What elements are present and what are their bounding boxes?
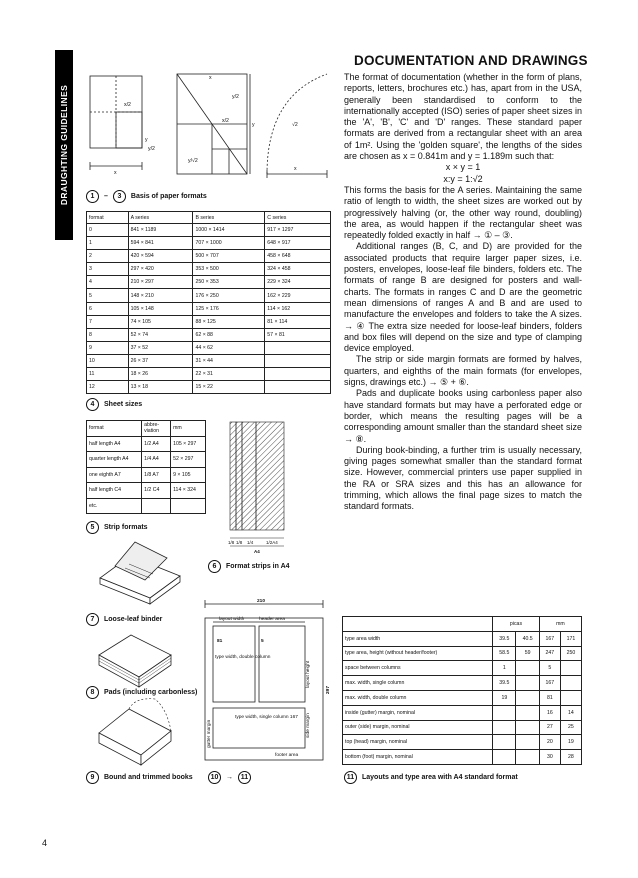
table-cell: 297 × 420 [128,263,193,276]
caption-text: Strip formats [104,524,148,531]
table-row [87,224,331,237]
table-cell: 5 [539,661,560,676]
table-cell: max. width, single column [343,676,493,691]
figure-number: 4 [86,398,99,411]
table-cell [142,498,171,514]
table-cell: 20 [539,735,560,750]
figure-number: 6 [208,560,221,573]
table-row [343,750,582,765]
table-row [87,315,331,328]
table-cell: half length A4 [87,436,142,452]
table-cell: 9 [87,341,129,354]
table-row [343,690,582,705]
table-cell: 26 × 37 [128,354,193,367]
table-row [87,302,331,315]
table-cell [265,354,331,367]
table-cell: max. width, double column [343,690,493,705]
table-cell: 250 [560,646,581,661]
figure-number: 1 [86,190,99,203]
table-cell [560,690,581,705]
sheet-sizes-table: format A series B series C series 0 841 × 1189 1000 × 1414 917 × 1297 1 594 × 841 707 × 1000 648 × 917 2 420 × 594 500 × 707 458 × 648 3 297 × 420 353 × 500 324 × 458 4 210 × 297 250 × 353 229 × 324 5 148 × 210 176 × 250 162 × 229 6 105 × 148 125 × 176 114 × 162 7 74 × 105 88 × 125 81 × 114 8 52 × 74 62 × 88 57 × 81 9 37 × 52 44 × 62 10 26 × 37 31 × 44 11 18 × 26 22 × 31 12 13 × 18 15 × 22 [86,211,331,394]
table-row [87,237,331,250]
table-cell: 1000 × 1414 [193,224,265,237]
table-row [87,467,206,483]
paragraph-5: Pads and duplicate books using carbonless paper also have standard formats but may have a perforated edge or border, which means the resulting pages will be a corresponding amount smaller than the standard sheet size → ⑧. [344,388,582,444]
table-cell: 1/8 A7 [142,467,171,483]
equation-2: x:y = 1:√2 [443,173,483,184]
caption-text: Format strips in A4 [226,563,290,570]
strip-formats-table: format abbre-viation mm half length A4 1/2 A4 105 × 297 quarter length A4 1/4 A4 52 × 297 one eighth A7 1/8 A7 9 × 105 half length C4 1/2 C4 114 × 324 etc. [86,420,206,514]
table-cell: 44 × 62 [193,341,265,354]
table-cell: outer (side) margin, nominal [343,720,493,735]
table-cell: 81 [539,690,560,705]
table-row [87,498,206,514]
table-cell: 148 × 210 [128,289,193,302]
svg-text:type width, double column: type width, double column [215,655,271,660]
svg-text:81: 81 [217,639,223,644]
caption-9 [86,771,193,784]
table-cell: 28 [560,750,581,765]
table-cell: 171 [560,631,581,646]
table-cell: 15 × 22 [193,381,265,394]
table-row [87,354,331,367]
caption-6 [208,560,290,573]
caption-text: Bound and trimmed books [104,774,193,781]
caption-text: Basis of paper formats [130,193,207,200]
table-cell: 324 × 458 [265,263,331,276]
table-cell: quarter length A4 [87,452,142,468]
table-row [87,483,206,499]
paragraph-2: This forms the basis for the A series. Maintaining the same ratio of length to width, the sheet sizes are worked out by progressively halving (or, the other way round, doubling) the area, as would happen if the rectangular sheet was repeatedly folded exactly in half → ① – ③. [344,184,582,241]
format-strips-diagram [228,420,288,560]
table-cell: 10 [87,354,129,367]
table-cell: top (head) margin, nominal [343,735,493,750]
table-cell: 52 × 297 [171,452,206,468]
table-cell: 18 × 26 [128,368,193,381]
table-cell [265,381,331,394]
table-cell: 62 × 88 [193,328,265,341]
svg-text:side margin: side margin [306,713,311,738]
caption-text: Sheet sizes [104,401,143,408]
table-cell: 353 × 500 [193,263,265,276]
table-cell: 37 × 52 [128,341,193,354]
figure-number: 11 [344,771,357,784]
figure-number: 11 [238,771,251,784]
table-cell: inside (gutter) margin, nominal [343,705,493,720]
svg-text:297: 297 [326,685,331,694]
table-cell: 114 × 324 [171,483,206,499]
table-cell: 420 × 594 [128,250,193,263]
figure-number: 3 [113,190,126,203]
figure-number: 10 [208,771,221,784]
page-number: 4 [42,838,48,848]
caption-10: 10 → 11 [208,771,251,784]
paragraph-4: The strip or side margin formats are formed by halves, quarters, and eighths of the main formats (for envelopes, signs, drawings etc.) → ⑤ + ⑥. [344,354,582,388]
table-row [343,720,582,735]
table-cell: 0 [87,224,129,237]
table-cell: 59 [516,646,539,661]
table-cell [516,750,539,765]
table-cell [493,705,516,720]
svg-text:1/4: 1/4 [247,540,254,545]
layouts-table: picas mm type area width 39.5 40.5 167 171 type area, height (without header/footer) 58.5 59 247 250 space between columns 1 5 max. width, single column 39.5 167 max. width, double column 19 81 inside (gutter) margin, nominal 16 14 outer (side) margin, nominal 27 25 top (head) margin, nominal 20 19 bottom (foot) margin, nominal 30 28 [342,616,582,765]
table-cell [265,368,331,381]
table-cell: one eighth A7 [87,467,142,483]
body-text [344,72,582,513]
table-cell [171,498,206,514]
paragraph-1: The format of documentation (whether in the form of plans, reports, letters, brochures etc.) has, apart from in the USA, generally been standardised to conform to the internationally accepted (ISO) series of paper sheet sizes in the 'A', 'B', 'C' and 'D' ranges. These standard paper formats are derived from a rectangular sheet with an area of 1m². Using the 'golden square', the lengths of the sides are chosen as x = 0.841m and y = 1.189m such that: [344,72,582,162]
table-row [87,368,331,381]
table-row [87,289,331,302]
dim-label: y/√2 [188,158,198,164]
table-cell [493,750,516,765]
table-cell: 52 × 74 [128,328,193,341]
table-cell: 19 [560,735,581,750]
table-cell: half length C4 [87,483,142,499]
table-cell: type area, height (without header/footer) [343,646,493,661]
table-cell [516,720,539,735]
figure-number: 8 [86,686,99,699]
table-cell: 11 [87,368,129,381]
paragraph-6: During book-binding, a further trim is usually necessary, giving pages somewhat smaller than the standard format size. However, commercial printers use paper supplied in the RA or SRA sizes and this has an allowance for trimming, which allows the final page sizes to match the standard formats. [344,444,582,512]
table-cell [516,690,539,705]
table-row [343,646,582,661]
table-row [87,436,206,452]
svg-text:layout width: layout width [219,617,245,622]
table-cell: 114 × 162 [265,302,331,315]
dim-label: y/2 [232,94,239,100]
svg-text:210: 210 [257,599,266,604]
table-row [87,452,206,468]
table-cell: 14 [560,705,581,720]
table-row [343,661,582,676]
table-cell: 458 × 648 [265,250,331,263]
caption-text: Layouts and type area with A4 standard format [362,774,518,781]
table-row [343,676,582,691]
table-cell [265,341,331,354]
table-cell: bottom (foot) margin, nominal [343,750,493,765]
table-cell: 167 [539,676,560,691]
table-cell: 9 × 105 [171,467,206,483]
table-cell: space between columns [343,661,493,676]
caption-11 [344,771,518,784]
figure-number: 7 [86,613,99,626]
svg-text:1/8: 1/8 [236,540,243,545]
table-cell: 39.5 [493,631,516,646]
caption-1-3: 1 – 3 Basis of paper formats [86,190,207,203]
table-cell: 229 × 324 [265,276,331,289]
bound-books-illustration [95,695,175,765]
figure-number: 5 [86,521,99,534]
table-row [87,276,331,289]
paper-format-diagram [82,66,342,181]
section-tab [55,50,73,240]
table-cell: 2 [87,250,129,263]
table-row [343,705,582,720]
table-cell: 917 × 1297 [265,224,331,237]
table-cell: 250 × 353 [193,276,265,289]
svg-text:type width, single column 167: type width, single column 167 [235,715,298,720]
table-cell: 1 [87,237,129,250]
table-row [87,328,331,341]
table-cell: 247 [539,646,560,661]
table-row [343,735,582,750]
table-cell: 40.5 [516,631,539,646]
table-cell: 3 [87,263,129,276]
table-cell: 162 × 229 [265,289,331,302]
table-cell: 1/4 A4 [142,452,171,468]
table-cell: 74 × 105 [128,315,193,328]
table-cell: 594 × 841 [128,237,193,250]
table-cell: 58.5 [493,646,516,661]
table-cell [516,661,539,676]
table-cell: 13 × 18 [128,381,193,394]
dim-label: x [114,170,117,176]
svg-text:5: 5 [261,639,264,644]
figure-number: 9 [86,771,99,784]
dim-label: y [145,137,148,143]
table-cell: 7 [87,315,129,328]
table-cell: etc. [87,498,142,514]
table-cell: 1 [493,661,516,676]
table-cell: 88 × 125 [193,315,265,328]
table-cell: 81 × 114 [265,315,331,328]
table-cell: 125 × 176 [193,302,265,315]
table-cell: 57 × 81 [265,328,331,341]
dim-label: x/2 [222,118,229,124]
table-row [343,631,582,646]
table-cell [516,676,539,691]
caption-text: Pads (including carbonless) [104,689,198,696]
table-cell: 27 [539,720,560,735]
table-cell [493,735,516,750]
dim-label: √2 [292,122,298,128]
table-cell: 210 × 297 [128,276,193,289]
svg-text:header area: header area [259,617,285,622]
svg-text:footer area: footer area [275,753,299,758]
table-cell: 176 × 250 [193,289,265,302]
dim-label: y [252,122,255,128]
table-cell: 167 [539,631,560,646]
table-cell: 5 [87,289,129,302]
svg-text:1/2A4: 1/2A4 [266,540,278,545]
a4-layout-diagram [205,598,335,768]
table-cell: 16 [539,705,560,720]
table-cell: 39.5 [493,676,516,691]
caption-text: Loose-leaf binder [104,616,163,623]
paragraph-3: Additional ranges (B, C, and D) are provided for the associated products that require larger paper sizes, i.e. posters, envelopes, loose-leaf file binders, folders etc. The formats of range B are designed for posters and wall-charts. The formats in ranges C and D are the geometric mean dimensions of ranges A and B and are used to manufacture the envelopes and folders to take the A sizes. → ④ The extra size needed for loose-leaf binders, folders and box files will depend on the size and type of clamping device employed. [344,241,582,354]
table-cell: 30 [539,750,560,765]
table-cell [516,705,539,720]
pads-illustration [95,625,175,685]
dim-label: y/2 [148,146,155,152]
table-cell: 31 × 44 [193,354,265,367]
svg-text:A4: A4 [254,549,260,554]
table-cell: 707 × 1000 [193,237,265,250]
table-row [87,250,331,263]
table-cell: 841 × 1189 [128,224,193,237]
table-cell [560,676,581,691]
table-cell: 105 × 297 [171,436,206,452]
table-cell: 500 × 707 [193,250,265,263]
table-cell: 12 [87,381,129,394]
caption-5 [86,521,148,534]
svg-text:gutter margin: gutter margin [207,719,212,748]
loose-leaf-binder-illustration [95,538,185,606]
table-row [87,381,331,394]
table-cell: 25 [560,720,581,735]
table-cell: type area width [343,631,493,646]
table-cell: 19 [493,690,516,705]
table-cell: 22 × 31 [193,368,265,381]
table-row [87,341,331,354]
dim-label: x [294,166,297,172]
dim-label: x/2 [124,102,131,108]
table-cell: 6 [87,302,129,315]
svg-text:1/8: 1/8 [228,540,235,545]
svg-text:layout height: layout height [306,660,311,688]
dim-label: x [209,75,212,81]
table-cell [560,661,581,676]
table-cell: 1/2 C4 [142,483,171,499]
section-tab-label: DRAUGHTING GUIDELINES [59,84,69,206]
table-row [87,263,331,276]
table-cell: 1/2 A4 [142,436,171,452]
table-cell [493,720,516,735]
table-cell: 648 × 917 [265,237,331,250]
table-cell: 105 × 148 [128,302,193,315]
equation-1: x × y = 1 [445,162,481,173]
table-cell [516,735,539,750]
table-cell: 8 [87,328,129,341]
caption-4 [86,398,142,411]
page-title: DOCUMENTATION AND DRAWINGS [354,53,588,68]
table-cell: 4 [87,276,129,289]
